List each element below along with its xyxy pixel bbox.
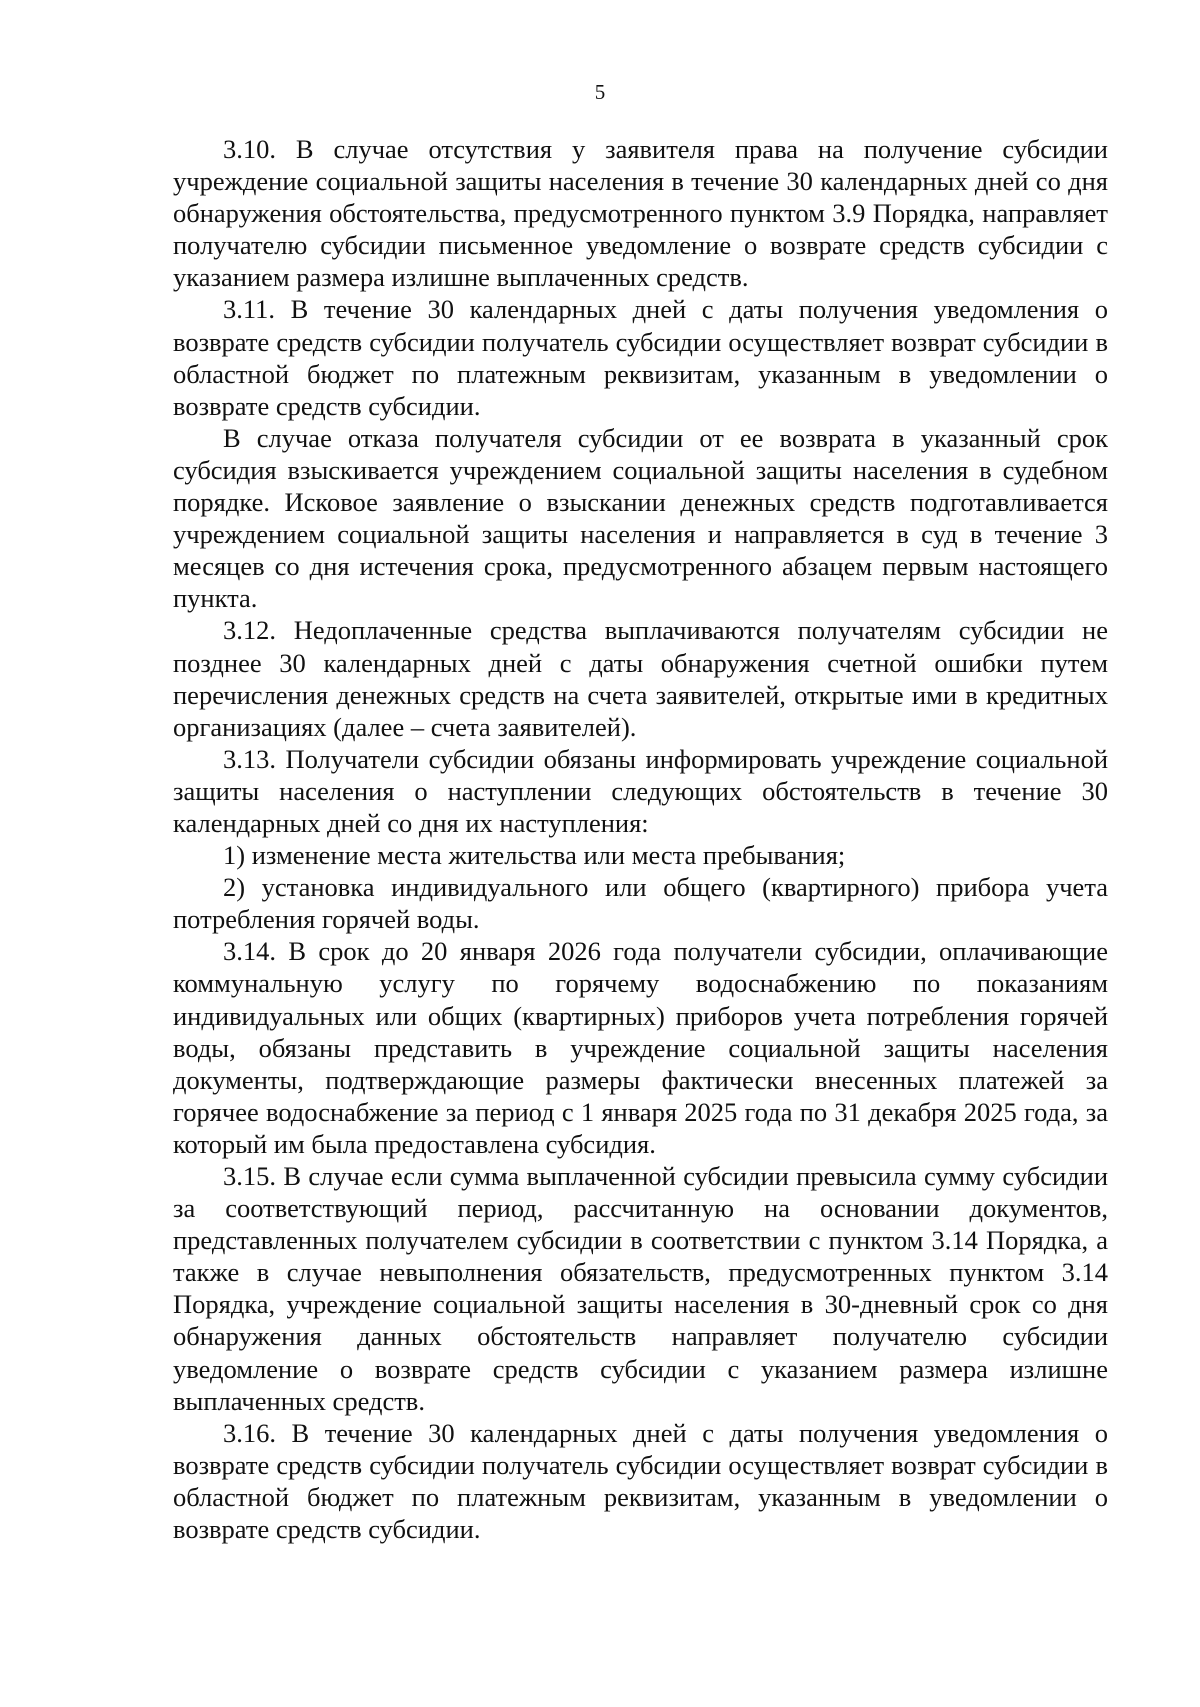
paragraph-3-13: 3.13. Получатели субсидии обязаны информировать учреждение социальной защиты населения о наступлении следующих обстоятельств в течение 30 календарных дней со дня их наступления:: [173, 743, 1108, 838]
paragraph-3-11: 3.11. В течение 30 календарных дней с даты получения уведомления о возврате средств субсидии получатель субсидии осуществляет возврат субсидии в областной бюджет по платежным реквизитам, указанным в уведомлении о возврате средств субсидии.: [173, 294, 1108, 421]
paragraph-3-15: 3.15. В случае если сумма выплаченной субсидии превысила сумму субсидии за соответствующий период, рассчитанную на основании документов, представленных получателем субсидии в соответствии с пунктом 3.14 Порядка, а также в случае невыполнения обязательств, предусмотренных пунктом 3.14 Порядка, учреждение социальной защиты населения в 30-дневный срок со дня обнаружения данных обстоятельств направляет получателю субсидии уведомление о возврате средств субсидии с указанием размера излишне выплаченных средств.: [173, 1161, 1108, 1416]
paragraph-3-14: 3.14. В срок до 20 января 2026 года получатели субсидии, оплачивающие коммунальную услугу по горячему водоснабжению по показаниям индивидуальных или общих (квартирных) приборов учета потребления горячей воды, обязаны представить в учреждение социальной защиты населения документы, подтверждающие размеры фактически внесенных платежей за горячее водоснабжение за период с 1 января 2025 года по 31 декабря 2025 года, за который им была предоставлена субсидия.: [173, 936, 1108, 1159]
list-item-2: 2) установка индивидуального или общего (квартирного) прибора учета потребления горячей воды.: [173, 872, 1108, 935]
paragraph-3-11-refusal: В случае отказа получателя субсидии от ее возврата в указанный срок субсидия взыскивается учреждением социальной защиты населения в судебном порядке. Исковое заявление о взыскании денежных средств подготавливается учреждением социальной защиты населения и направляется в суд в течение 3 месяцев со дня истечения срока, предусмотренного абзацем первым настоящего пункта.: [173, 422, 1108, 614]
paragraph-3-12: 3.12. Недоплаченные средства выплачиваются получателям субсидии не позднее 30 календарных дней с даты обнаружения счетной ошибки путем перечисления денежных средств на счета заявителей, открытые ими в кредитных организациях (далее – счета заявителей).: [173, 615, 1108, 742]
document-body: [173, 133, 1108, 1545]
page-number: 5: [594, 80, 606, 104]
paragraph-3-16: 3.16. В течение 30 календарных дней с даты получения уведомления о возврате средств субсидии получатель субсидии осуществляет возврат субсидии в областной бюджет по платежным реквизитам, указанным в уведомлении о возврате средств субсидии.: [173, 1417, 1108, 1545]
list-item-1: 1) изменение места жительства или места пребывания;: [223, 840, 846, 871]
paragraph-3-10: 3.10. В случае отсутствия у заявителя права на получение субсидии учреждение социальной защиты населения в течение 30 календарных дней со дня обнаружения обстоятельства, предусмотренного пунктом 3.9 Порядка, направляет получателю субсидии письменное уведомление о возврате средств субсидии с указанием размера излишне выплаченных средств.: [173, 134, 1108, 293]
